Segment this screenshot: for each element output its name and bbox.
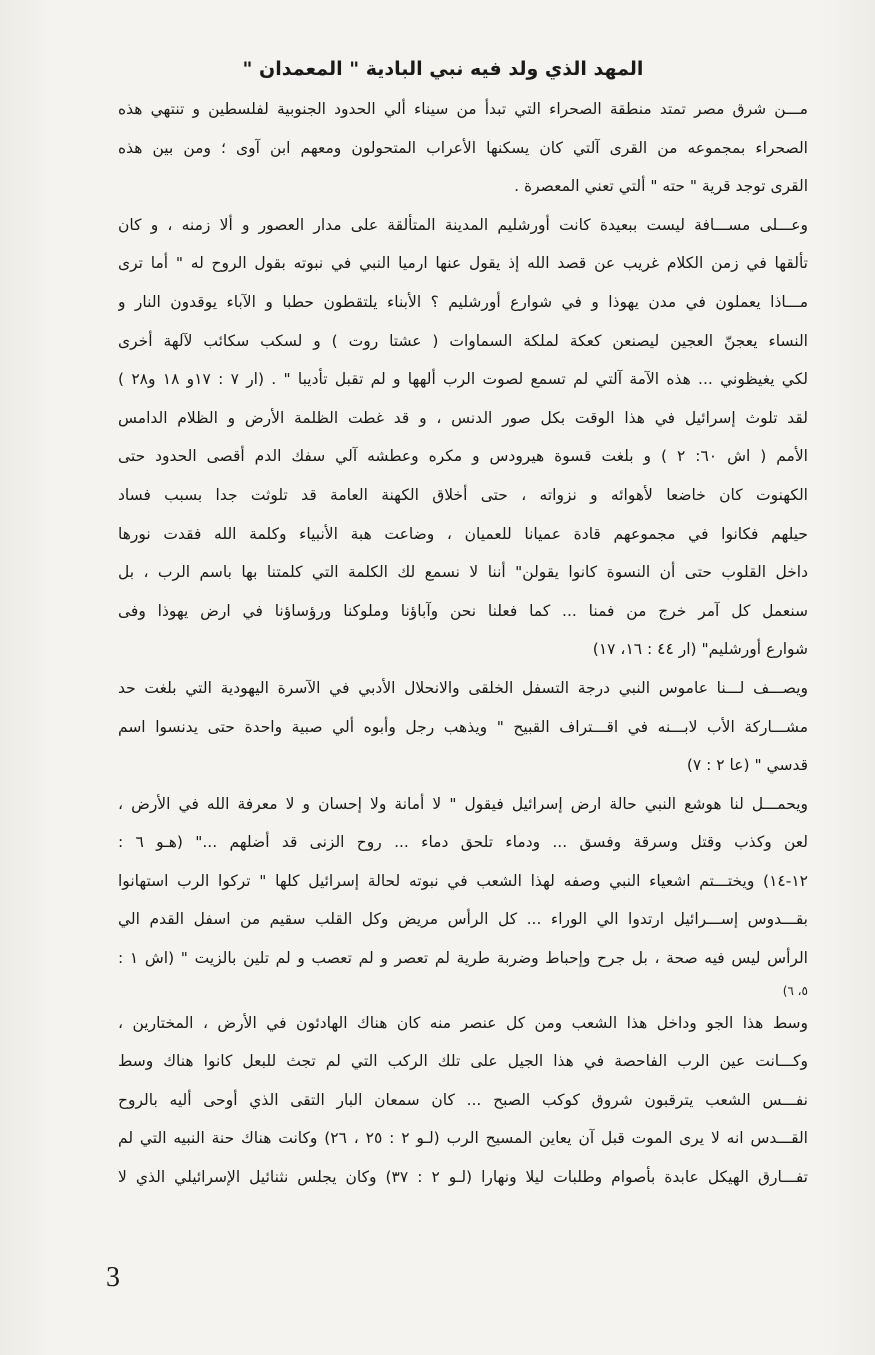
text-line: الأمم ( اش ٦٠: ٢ ) و بلغت قسوة هيرودس و مكره وعطشه آلي سفك الدم أقصى الحدود حتى [118, 447, 808, 466]
text-line: نفـــس الشعب يترقبون شروق كوكب الصبح ... كان سمعان البار التقى الذي أوحى أليه بالروح [118, 1090, 808, 1109]
text-line: شوارع أورشليم" (ار ٤٤ : ١٦، ١٧) [592, 640, 808, 659]
text-line: وكـــانت عين الرب الفاحصة في هذا الجيل على تلك الركب التي لم تجث للبعل كانوا هناك وسط [118, 1052, 808, 1071]
text-line: القـــدس انه لا يرى الموت قبل آن يعاين المسيح الرب (لـو ٢ : ٢٥ ، ٢٦) وكانت هناك حنة النبيه التي لم [118, 1129, 808, 1148]
text-line: مشـــاركة الأب لابـــنه في اقـــتراف القبيح " ويذهب رجل وأبوه ألي صبية واحدة حتى يدنسوا اسم [118, 717, 808, 736]
text-line: ١٢-١٤) ويختـــتم اشعياء النبي وصفه لهذا الشعب في نبوته لحالة إسرائيل كلها " تركوا الرب استهانوا [118, 871, 808, 890]
text-line: سنعمل كل آمر خرج من فمنا ... كما فعلنا نحن وآباؤنا وملوكنا ورؤساؤنا في ارض يهوذا وفى [118, 601, 808, 620]
text-line: الرأس ليس فيه صحة ، بل جرح وإحباط وضربة طرية لم تعصر و لم تعصب و لم تلين بالزيت " (اش ١ : [118, 949, 808, 968]
text-line: النساء يعجنّ العجين ليصنعن كعكة لملكة السماوات ( عشتا روت ) و لسكب سكائب لآلهة أخرى [118, 331, 808, 350]
text-line: ويصـــف لـــنا عاموس النبي درجة التسفل الخلقى والانحلال الأدبي في الآسرة اليهودية التي بلغت حد [118, 678, 808, 697]
text-line: تفـــارق الهيكل عابدة بأصوام وطلبات ليلا ونهارا (لـو ٢ : ٣٧) وكان يجلس نثنائيل الإسرائيلي الذي لا [118, 1168, 808, 1187]
text-line: مـــن شرق مصر تمتد منطقة الصحراء التي تبدأ من سيناء ألي الحدود الجنوبية لفلسطين و تنتهي هذه [118, 100, 808, 118]
text-line: لعن وكذب وقتل وسرقة وفسق ... ودماء تلحق دماء ... روح الزنى قد أضلهم ..." (هـو ٦ : [118, 833, 808, 852]
text-line: لقد تلوث إسرائيل في هذا الوقت بكل صور الدنس ، و قد غطت الظلمة الأرض و الظلام الدامس [118, 408, 808, 427]
text-line: ويحمـــل لنا هوشع النبي حالة ارض إسرائيل فيقول " لا أمانة ولا إحسان و لا معرفة الله في الأرض ، [118, 794, 808, 813]
page-number: 3 [106, 1262, 120, 1293]
text-line: القرى توجد قرية " حته " ألتي تعني المعصرة . [514, 177, 808, 196]
text-line: حيلهم فكانوا في مجموعهم قادة عميانا للعميان ، وضاعت هبة الأنبياء وكلمة الله فقدت نورها [118, 524, 808, 543]
text-line: الكهنوت كان خاضعا لأهوائه و نزواته ، حتى أخلاق الكهنة العامة قد تلوثت جدا بسبب فساد [118, 485, 808, 504]
text-line: وسط هذا الجو وداخل هذا الشعب ومن كل عنصر منه كان هناك الهادئون في الأرض ، المختارين ، [118, 1013, 808, 1032]
text-line: تألقها في زمن الكلام غريب عن قصد الله إذ يقول عنها ارميا النبي في نبوته بقول الروح له " أما ترى [118, 254, 808, 273]
text-line: داخل القلوب حتى أن النسوة كانوا يقولن" أننا لا نسمع لك الكلمة التي كلمتنا بها باسم الرب ، بل [118, 563, 808, 582]
text-line: مـــاذا يعملون في مدن يهوذا و في شوارع أورشليم ؟ الأبناء يلتقطون حطبا و الآباء يوقدون النار و [118, 292, 808, 311]
text-line: ٥، ٦) [782, 983, 808, 998]
text-line: بقـــدوس إســـرائيل ارتدوا الي الوراء ... كل الرأس مريض وكل القلب سقيم من اسفل القدم الي [118, 910, 808, 929]
body-text [118, 90, 808, 1197]
text-line: قدسي " (عا ٢ : ٧) [686, 756, 808, 775]
text-line: الصحراء بمجموعه من القرى آلتي كان يسكنها الأعراب المتحولون ومعهم ابن آوى ؛ ومن بين هذه [118, 138, 808, 157]
page-title: المهد الذي ولد فيه نبي البادية " المعمدان " [242, 58, 644, 80]
text-line: وعـــلى مســـافة ليست ببعيدة كانت أورشليم المدينة المتألقة على مدار العصور و ألا زمنه ، و كان [118, 215, 808, 234]
text-line: لكي يغيظوني ... هذه الآمة آلتي لم تسمع لصوت الرب ألهها و لم تقبل تأديبا " . (ار ٧ : ١٧و ١٨ و٢٨ ) [118, 370, 808, 389]
